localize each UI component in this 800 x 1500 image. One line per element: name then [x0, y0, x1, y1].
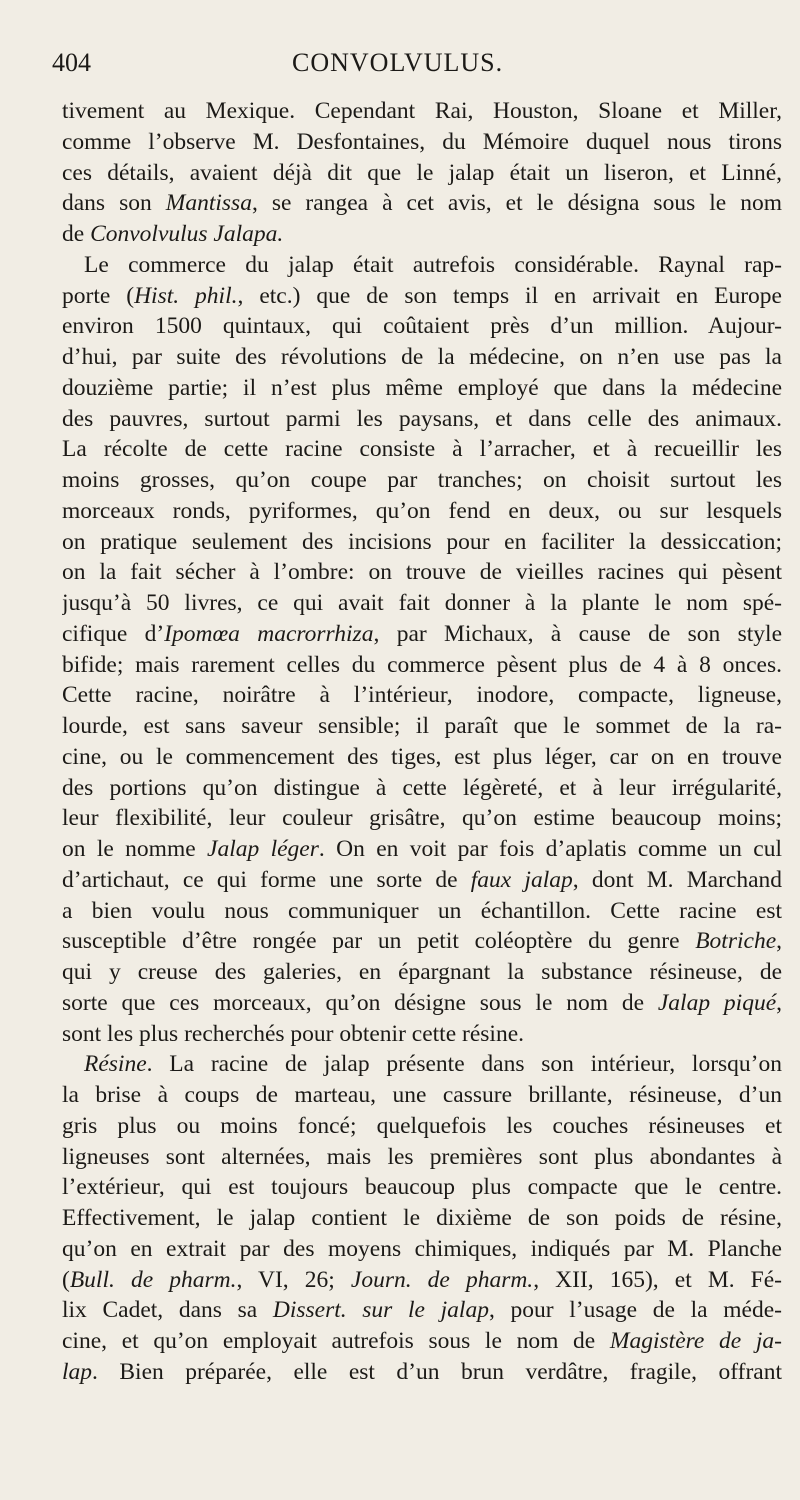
text-line [62, 527, 782, 558]
text-line [62, 1019, 782, 1050]
text-line [62, 404, 782, 435]
text-run: des portions qu’on distingue à cette légèreté, et à leur irrégularité, [62, 774, 782, 801]
text-run: . On en voit par fois d’aplatis comme un cul [318, 836, 782, 862]
text-line [62, 188, 782, 219]
italic-text: Journ. de pharm. [350, 1266, 534, 1293]
text-run: dans son [62, 190, 166, 217]
italic-text: Bull. de pharm. [69, 1266, 237, 1293]
text-run: jusqu’à 50 livres, ce qui avait fait donner à la plante le nom spé- [62, 590, 782, 616]
book-page [0, 48, 800, 1500]
text-run: d’hui, par suite des révolutions de la médecine, on n’en use pas la [62, 344, 782, 370]
text-line [62, 465, 782, 496]
italic-text: Résine [84, 1051, 147, 1078]
text-run: , VI, 26; [236, 1266, 351, 1293]
text-run: Le commerce du jalap était autrefois considérable. Raynal rap- [84, 251, 782, 278]
text-run: qu’on en extrait par des moyens chimiques, indiqués par M. Planche [62, 1235, 782, 1262]
italic-text: Botriche [695, 928, 777, 955]
text-line [62, 1203, 782, 1234]
text-run: , pour l’usage de la méde- [488, 1297, 782, 1324]
text-line [62, 988, 782, 1019]
text-line [62, 588, 782, 619]
text-line [62, 1265, 782, 1296]
text-line [62, 680, 782, 711]
text-line [62, 158, 782, 189]
text-line [62, 1326, 782, 1357]
text-line [62, 250, 782, 281]
text-line [62, 373, 782, 404]
text-run: Effectivement, le jalap contient le dixième de son poids de résine, [62, 1205, 782, 1231]
text-run: ces détails, avaient déjà dit que le jalap était un liseron, et Linné, [62, 159, 782, 186]
text-run: , par Michaux, à cause de son style [373, 620, 782, 647]
text-line [62, 803, 782, 834]
text-run: susceptible d’être rongée par un petit coléoptère du genre [62, 928, 696, 955]
text-run: lourde, est sans saveur sensible; il paraît que le sommet de la ra- [62, 713, 782, 739]
text-run: . Bien préparée, elle est d’un brun verdâtre, fragile, offrant [92, 1358, 782, 1385]
italic-text: faux jalap [470, 866, 573, 893]
text-run: , etc.) que de son temps il en arrivait en Europe [237, 282, 782, 309]
text-run: cifique d’ [62, 620, 165, 647]
text-run: comme l’observe M. Desfontaines, du Mémoire duquel nous tirons [62, 128, 782, 155]
text-run: lix Cadet, dans sa [62, 1297, 273, 1324]
text-run: Cette racine, noirâtre à l’intérieur, inodore, compacte, ligneuse, [62, 682, 782, 709]
text-run: sorte que ces morceaux, qu’on désigne sous le nom de [62, 989, 658, 1016]
text-line [62, 219, 782, 250]
text-line [62, 127, 782, 158]
text-line [62, 1234, 782, 1265]
italic-text: Jalap léger [207, 836, 319, 862]
italic-text: Ipomœa macrorrhiza [164, 620, 374, 647]
italic-text: Hist. phil. [134, 282, 238, 309]
text-run: qui y creuse des galeries, en épargnant la substance résineuse, de [62, 959, 782, 985]
text-run: cine, et qu’on employait autrefois sous le nom de [62, 1328, 610, 1354]
text-run: d’artichaut, ce qui forme une sorte de [62, 866, 471, 893]
text-line [62, 96, 782, 127]
text-run: morceaux ronds, pyriformes, qu’on fend en deux, ou sur lesquels [62, 497, 782, 524]
text-line [62, 1142, 782, 1173]
text-run: moins grosses, qu’on coupe par tranches; on choisit surtout les [62, 467, 782, 493]
text-line [62, 557, 782, 588]
text-line [62, 865, 782, 896]
italic-text: lap [62, 1358, 93, 1385]
running-title: CONVOLVULUS. [292, 48, 504, 77]
text-line [62, 1049, 782, 1080]
text-line [62, 281, 782, 312]
text-run: on le nomme [62, 836, 208, 862]
text-run: gris plus ou moins foncé; quelquefois les couches résineuses et [62, 1112, 782, 1139]
text-run: douzième partie; il n’est plus même employé que dans la médecine [62, 374, 782, 401]
text-line [62, 711, 782, 742]
text-run: , se rangea à cet avis, et le désigna sous le nom [251, 190, 782, 217]
text-run: des pauvres, surtout parmi les paysans, et dans celle des animaux. [62, 405, 782, 432]
italic-text: Magistère de ja- [609, 1328, 782, 1354]
text-run: , [776, 928, 782, 955]
italic-text: Jalap piqué [657, 989, 777, 1016]
italic-text: Mantissa [165, 190, 252, 217]
text-run: La récolte de cette racine consiste à l’arracher, et à recueillir les [62, 436, 782, 463]
text-run: ligneuses sont alternées, mais les premières sont plus abondantes à [62, 1143, 782, 1170]
text-run: porte ( [62, 282, 135, 309]
text-line [62, 1295, 782, 1326]
text-line [62, 342, 782, 373]
text-run: ( [62, 1266, 70, 1293]
text-line [62, 434, 782, 465]
text-run: cine, ou le commencement des tiges, est plus léger, car on en trouve [62, 743, 782, 770]
text-run: environ 1500 quintaux, qui coûtaient près d’un million. Aujour- [62, 313, 782, 340]
text-run: . La racine de jalap présente dans son intérieur, lorsqu’on [146, 1051, 782, 1078]
text-run: on pratique seulement des incisions pour en faciliter la dessiccation; [62, 528, 782, 555]
text-run: , XII, 165), et M. Fé- [533, 1266, 782, 1293]
text-line [62, 926, 782, 957]
text-run: la brise à coups de marteau, une cassure brillante, résineuse, d’un [62, 1082, 782, 1108]
text-run: on la fait sécher à l’ombre: on trouve de vieilles racines qui pèsent [62, 559, 782, 586]
text-line [62, 1357, 782, 1388]
text-line [62, 957, 782, 988]
text-line [62, 1172, 782, 1203]
text-line [62, 619, 782, 650]
text-run: tivement au Mexique. Cependant Rai, Houston, Sloane et Miller, [62, 98, 782, 124]
text-run: de [62, 221, 91, 247]
text-run: , dont M. Marchand [572, 866, 782, 893]
body-text [62, 96, 782, 1388]
text-line [62, 896, 782, 927]
text-line [62, 773, 782, 804]
text-run: , [776, 989, 782, 1016]
page-number: 404 [52, 48, 91, 77]
text-line [62, 1111, 782, 1142]
italic-text: Dissert. sur le jalap [272, 1297, 489, 1324]
italic-text: Convolvulus Jalapa. [90, 221, 284, 247]
text-line [62, 742, 782, 773]
text-line [62, 496, 782, 527]
text-line [62, 311, 782, 342]
text-line [62, 650, 782, 681]
text-run: sont les plus recherchés pour obtenir cette résine. [62, 1020, 525, 1047]
text-run: a bien voulu nous communiquer un échantillon. Cette racine est [62, 897, 782, 924]
text-line [62, 834, 782, 865]
running-head [52, 48, 782, 96]
text-run: l’extérieur, qui est toujours beaucoup plus compacte que le centre. [62, 1174, 782, 1201]
text-line [62, 1080, 782, 1111]
text-run: bifide; mais rarement celles du commerce pèsent plus de 4 à 8 onces. [62, 651, 782, 678]
text-run: leur flexibilité, leur couleur grisâtre, qu’on estime beaucoup moins; [62, 805, 782, 832]
